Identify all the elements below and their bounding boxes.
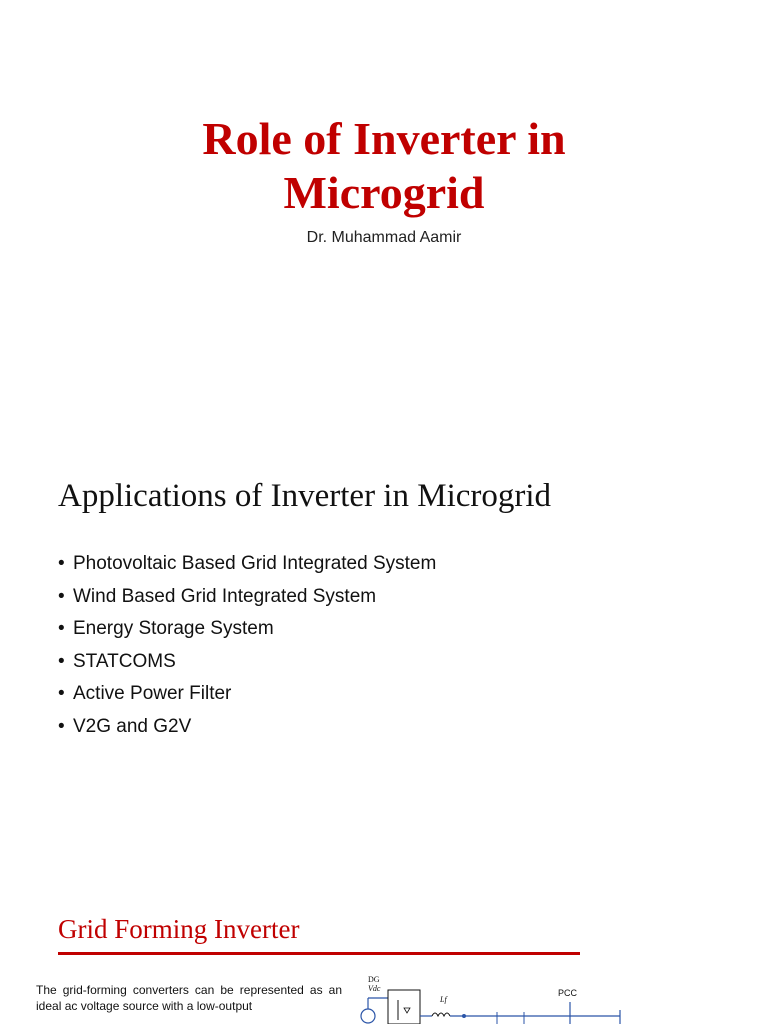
- author-name: Dr. Muhammad Aamir: [306, 229, 462, 246]
- dc-source-icon: [361, 1009, 375, 1023]
- inductor-icon: [432, 1013, 450, 1016]
- list-item-text: Photovoltaic Based Grid Integrated System: [73, 553, 437, 574]
- bullet-icon: •: [58, 715, 65, 737]
- label-vdc: Vdc: [368, 984, 381, 993]
- list-item: [58, 646, 436, 679]
- label-dg: DG: [368, 975, 380, 984]
- applications-list: [58, 548, 436, 743]
- bullet-icon: •: [58, 553, 65, 574]
- list-item: [58, 613, 436, 646]
- list-item-text: Energy Storage System: [73, 618, 274, 639]
- slide-grid-forming: [0, 864, 768, 1024]
- bullet-icon: •: [58, 650, 65, 672]
- bullet-icon: •: [58, 683, 65, 704]
- grid-forming-heading: Grid Forming Inverter: [58, 914, 300, 944]
- grid-forming-paragraph: The grid-forming converters can be represented as an ideal ac voltage source with a low-output: [36, 983, 342, 1013]
- list-item-text: Active Power Filter: [73, 683, 232, 704]
- list-item-text: Wind Based Grid Integrated System: [73, 585, 377, 607]
- slide-title-heading: [0, 112, 768, 220]
- list-item-text: V2G and G2V: [73, 715, 192, 737]
- title-line-2: Microgrid: [283, 167, 485, 218]
- list-item: [58, 548, 436, 581]
- node-icon: [462, 1014, 466, 1018]
- inverter-circuit-diagram: [352, 972, 632, 1024]
- inverter-box: [388, 990, 420, 1024]
- list-item: [58, 678, 436, 711]
- applications-heading: Applications of Inverter in Microgrid: [58, 478, 552, 514]
- label-pcc: PCC: [558, 988, 578, 998]
- title-line-1: Role of Inverter in: [202, 113, 566, 164]
- label-lf: Lf: [440, 995, 447, 1004]
- diode-icon: [404, 1008, 410, 1013]
- slide-title: [0, 0, 768, 432]
- list-item: [58, 581, 436, 614]
- bullet-icon: •: [58, 618, 65, 639]
- list-item-text: STATCOMS: [73, 650, 176, 672]
- slide-applications: [0, 432, 768, 864]
- list-item: [58, 711, 436, 744]
- bullet-icon: •: [58, 585, 65, 607]
- heading-underline: [58, 952, 580, 955]
